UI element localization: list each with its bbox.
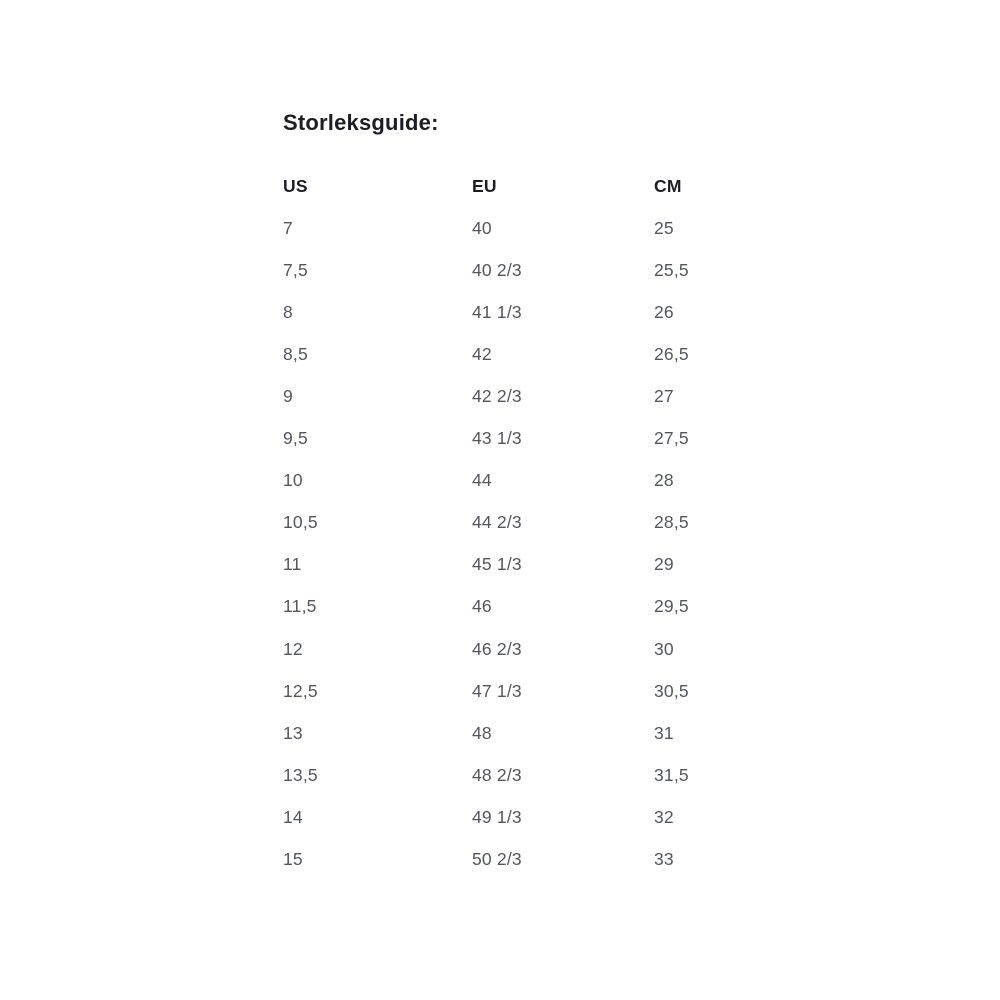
cm-size-value: 30	[654, 638, 674, 659]
cm-size-value: 29	[654, 554, 674, 575]
table-row	[283, 796, 763, 838]
table-row	[283, 460, 763, 502]
table-header-row	[283, 165, 763, 207]
eu-size-value: 42 2/3	[472, 386, 522, 407]
cm-size-value: 31	[654, 722, 674, 743]
table-row	[283, 291, 763, 333]
cm-size-value: 29,5	[654, 596, 689, 617]
us-size-value: 11	[283, 554, 302, 575]
table-row	[283, 333, 763, 375]
table-row	[283, 544, 763, 586]
us-size-value: 12	[283, 638, 303, 659]
cm-size-value: 27	[654, 386, 674, 407]
us-size-value: 10,5	[283, 512, 318, 533]
eu-size-value: 47 1/3	[472, 680, 522, 701]
eu-size-value: 46 2/3	[472, 638, 522, 659]
table-row	[283, 839, 763, 881]
table-row	[283, 712, 763, 754]
us-size-value: 8,5	[283, 343, 308, 364]
us-size-value: 7	[283, 217, 293, 238]
cm-size-value: 33	[654, 849, 674, 870]
eu-size-value: 44	[472, 470, 492, 491]
column-header-us: US	[283, 175, 308, 196]
cm-size-value: 26,5	[654, 343, 689, 364]
table-row	[283, 418, 763, 460]
eu-size-value: 40 2/3	[472, 259, 522, 280]
us-size-value: 14	[283, 806, 303, 827]
us-size-value: 10	[283, 470, 303, 491]
eu-size-value: 43 1/3	[472, 428, 522, 449]
eu-size-value: 48 2/3	[472, 764, 522, 785]
us-size-value: 13	[283, 722, 303, 743]
table-row	[283, 628, 763, 670]
cm-size-value: 28,5	[654, 512, 689, 533]
eu-size-value: 42	[472, 343, 492, 364]
cm-size-value: 28	[654, 470, 674, 491]
us-size-value: 7,5	[283, 259, 308, 280]
column-header-eu: EU	[472, 175, 497, 196]
eu-size-value: 46	[472, 596, 492, 617]
us-size-value: 8	[283, 301, 293, 322]
size-table	[283, 165, 763, 881]
cm-size-value: 31,5	[654, 764, 689, 785]
table-row	[283, 375, 763, 417]
eu-size-value: 48	[472, 722, 492, 743]
eu-size-value: 50 2/3	[472, 849, 522, 870]
eu-size-value: 45 1/3	[472, 554, 522, 575]
cm-size-value: 25	[654, 217, 674, 238]
us-size-value: 13,5	[283, 764, 318, 785]
us-size-value: 11,5	[283, 596, 317, 617]
eu-size-value: 44 2/3	[472, 512, 522, 533]
table-row	[283, 502, 763, 544]
eu-size-value: 41 1/3	[472, 301, 522, 322]
table-row	[283, 670, 763, 712]
us-size-value: 9,5	[283, 428, 308, 449]
cm-size-value: 30,5	[654, 680, 689, 701]
us-size-value: 9	[283, 386, 293, 407]
cm-size-value: 26	[654, 301, 674, 322]
table-row	[283, 754, 763, 796]
size-guide-section	[283, 109, 763, 881]
table-row	[283, 586, 763, 628]
page-title: Storleksguide:	[283, 110, 439, 135]
column-header-cm: CM	[654, 175, 682, 196]
cm-size-value: 32	[654, 806, 674, 827]
cm-size-value: 27,5	[654, 428, 689, 449]
us-size-value: 12,5	[283, 680, 318, 701]
cm-size-value: 25,5	[654, 259, 689, 280]
table-row	[283, 249, 763, 291]
eu-size-value: 49 1/3	[472, 806, 522, 827]
table-row	[283, 207, 763, 249]
eu-size-value: 40	[472, 217, 492, 238]
us-size-value: 15	[283, 849, 303, 870]
